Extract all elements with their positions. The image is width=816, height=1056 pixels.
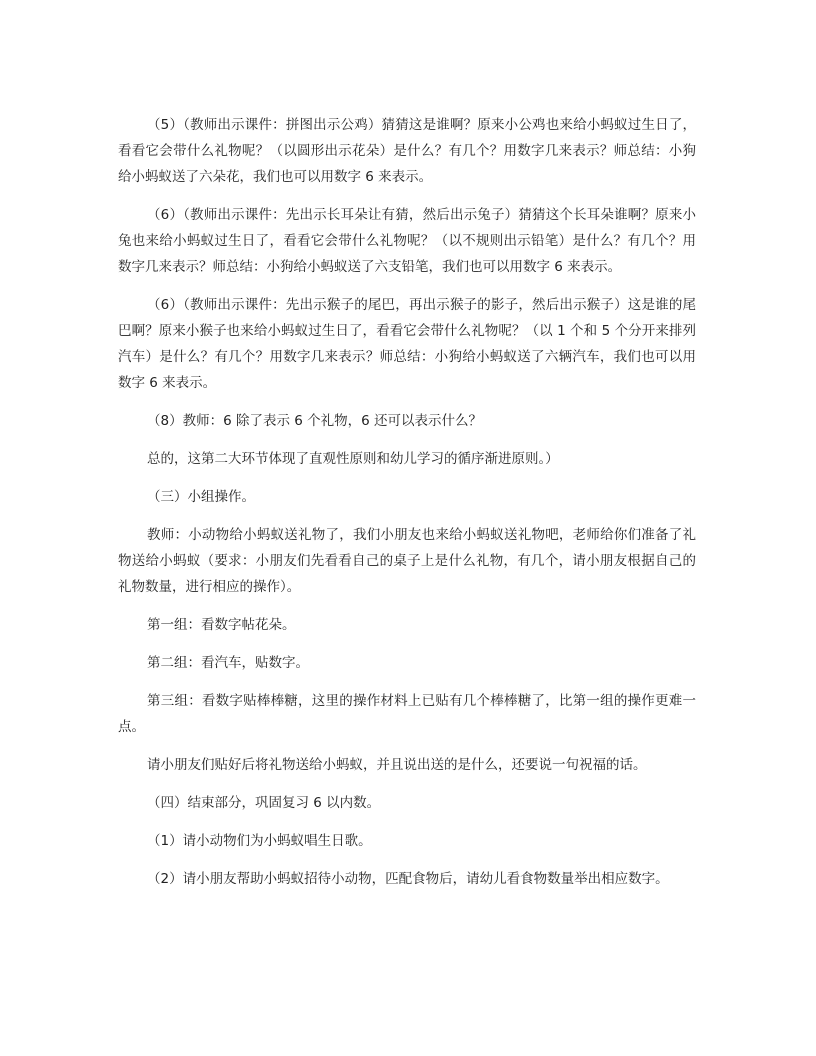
list-item-group-1: 第一组：看数字帖花朵。 [147,617,296,633]
paragraph-8-teacher-question: （8）教师：6 除了表示 6 个礼物，6 还可以表示什么？ [147,413,483,429]
list-item-group-3: 第三组：看数字贴棒棒糖，这里的操作材料上已贴有几个棒棒糖了，比第一组的操作更难一点。 [118,693,696,735]
paragraph-teacher-instructions: 教师：小动物给小蚂蚁送礼物了，我们小朋友也来给小蚂蚁送礼物吧，老师给你们准备了礼物送给小蚂蚁（要求：小朋友们先看看自己的桌子上是什么礼物，有几个，请小朋友根据自己的礼物数量，进行相应的操作）。 [118,527,696,595]
list-item-group-2: 第二组：看汽车，贴数字。 [147,655,309,671]
paragraph-send-gifts: 请小朋友们贴好后将礼物送给小蚂蚁，并且说出送的是什么，还要说一句祝福的话。 [147,757,647,773]
list-item-ending-2: （2）请小朋友帮助小蚂蚁招待小动物，匹配食物后，请幼儿看食物数量举出相应数字。 [147,871,669,887]
section-heading-group-operation: （三）小组操作。 [147,489,255,505]
paragraph-summary: 总的，这第二大环节体现了直观性原则和幼儿学习的循序渐进原则。） [147,451,559,467]
paragraph-5-rooster: （5）（教师出示课件：拼图出示公鸡）猜猜这是谁啊？原来小公鸡也来给小蚂蚁过生日了，看看它会带什么礼物呢？（以圆形出示花朵）是什么？有几个？用数字几来表示？师总结：小狗给小蚂蚁送了六朵花，我们也可以用数字 6 来表示。 [118,117,696,185]
document-body [118,112,696,892]
list-item-ending-1: （1）请小动物们为小蚂蚁唱生日歌。 [147,833,372,849]
paragraph-6-rabbit: （6）（教师出示课件：先出示长耳朵让有猜，然后出示兔子）猜猜这个长耳朵谁啊？原来小兔也来给小蚂蚁过生日了，看看它会带什么礼物呢？（以不规则出示铅笔）是什么？有几个？用数字几来表示？师总结：小狗给小蚂蚁送了六支铅笔，我们也可以用数字 6 来表示。 [118,207,696,275]
paragraph-6-monkey: （6）（教师出示课件：先出示猴子的尾巴，再出示猴子的影子，然后出示猴子）这是谁的尾巴啊？原来小猴子也来给小蚂蚁过生日了，看看它会带什么礼物呢？（以 1 个和 5 个分开来排列汽车）是什么？有几个？用数字几来表示？师总结：小狗给小蚂蚁送了六辆汽车，我们也可以用数字 6 来表示。 [118,297,696,391]
section-heading-ending: （四）结束部分，巩固复习 6 以内数。 [147,795,381,811]
